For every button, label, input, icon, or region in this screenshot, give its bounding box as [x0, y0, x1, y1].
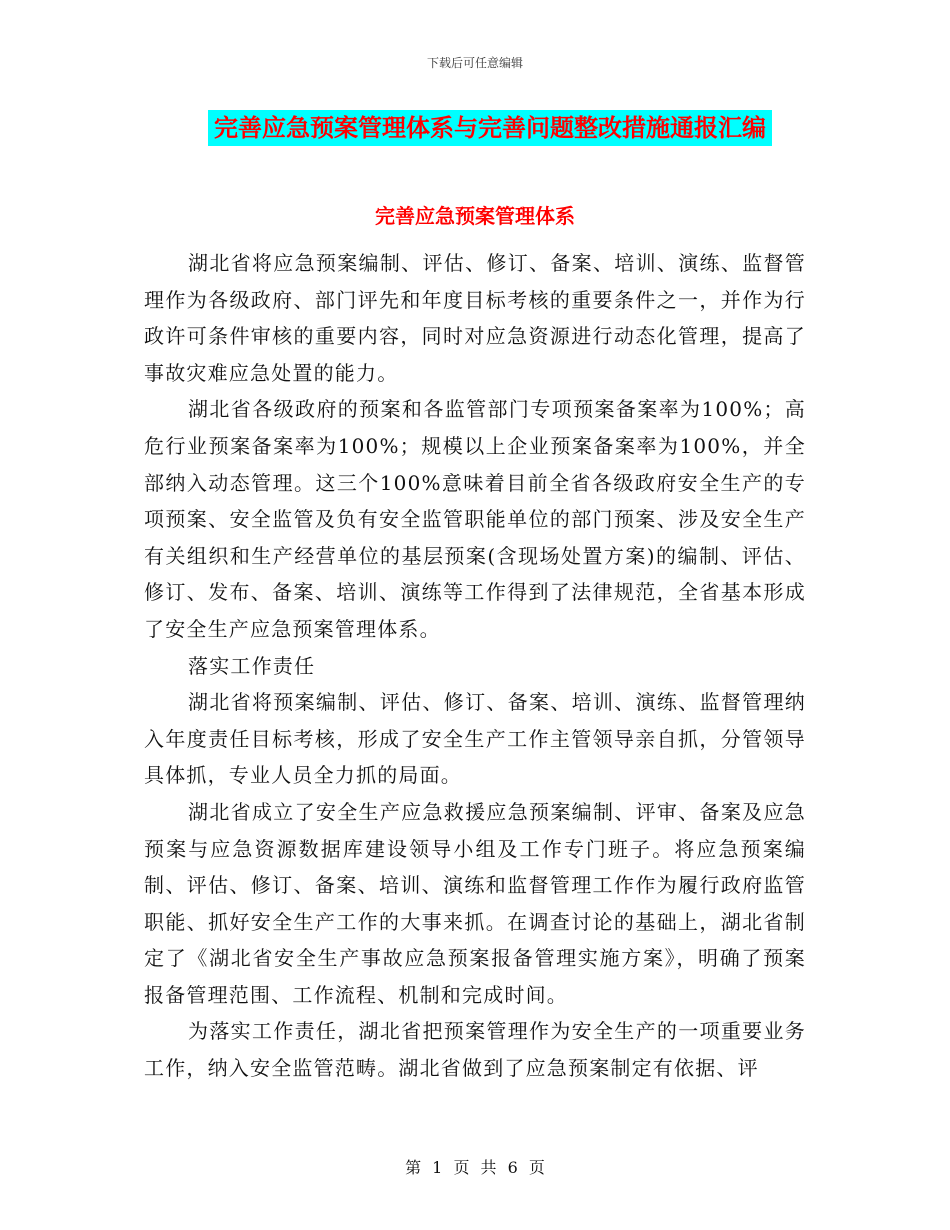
main-title-container: [0, 110, 950, 146]
body-text: [144, 245, 806, 1087]
main-title: 完善应急预案管理体系与完善问题整改措施通报汇编: [208, 110, 772, 146]
paragraph: 湖北省将应急预案编制、评估、修订、备案、培训、演练、监督管理作为各级政府、部门评先和年度目标考核的重要条件之一，并作为行政许可条件审核的重要内容，同时对应急资源进行动态化管理，提高了事故灾难应急处置的能力。: [144, 251, 806, 385]
subheading-paragraph: 落实工作责任: [188, 653, 316, 678]
paragraph: 湖北省将预案编制、评估、修订、备案、培训、演练、监督管理纳入年度责任目标考核，形成了安全生产工作主管领导亲自抓，分管领导具体抓，专业人员全力抓的局面。: [144, 690, 806, 788]
section-title: 完善应急预案管理体系: [375, 204, 575, 228]
paragraph: 湖北省各级政府的预案和各监管部门专项预案备案率为100%；高危行业预案备案率为100%；规模以上企业预案备案率为100%，并全部纳入动态管理。这三个100%意味着目前全省各级政府安全生产的专项预案、安全监管及负有安全监管职能单位的部门预案、涉及安全生产有关组织和生产经营单位的基层预案(含现场处置方案)的编制、评估、修订、发布、备案、培训、演练等工作得到了法律规范，全省基本形成了安全生产应急预案管理体系。: [144, 397, 806, 641]
header-note: 下载后可任意编辑: [426, 56, 523, 70]
paragraph: 为落实工作责任，湖北省把预案管理作为安全生产的一项重要业务工作，纳入安全监管范畴。湖北省做到了应急预案制定有依据、评: [144, 1019, 806, 1081]
paragraph: 湖北省成立了安全生产应急救援应急预案编制、评审、备案及应急预案与应急资源数据库建设领导小组及工作专门班子。将应急预案编制、评估、修订、备案、培训、演练和监督管理工作作为履行政府监管职能、抓好安全生产工作的大事来抓。在调查讨论的基础上，湖北省制定了《湖北省安全生产事故应急预案报备管理实施方案》，明确了预案报备管理范围、工作流程、机制和完成时间。: [144, 799, 806, 1007]
page-footer: 第 1 页 共 6 页: [405, 1158, 545, 1177]
